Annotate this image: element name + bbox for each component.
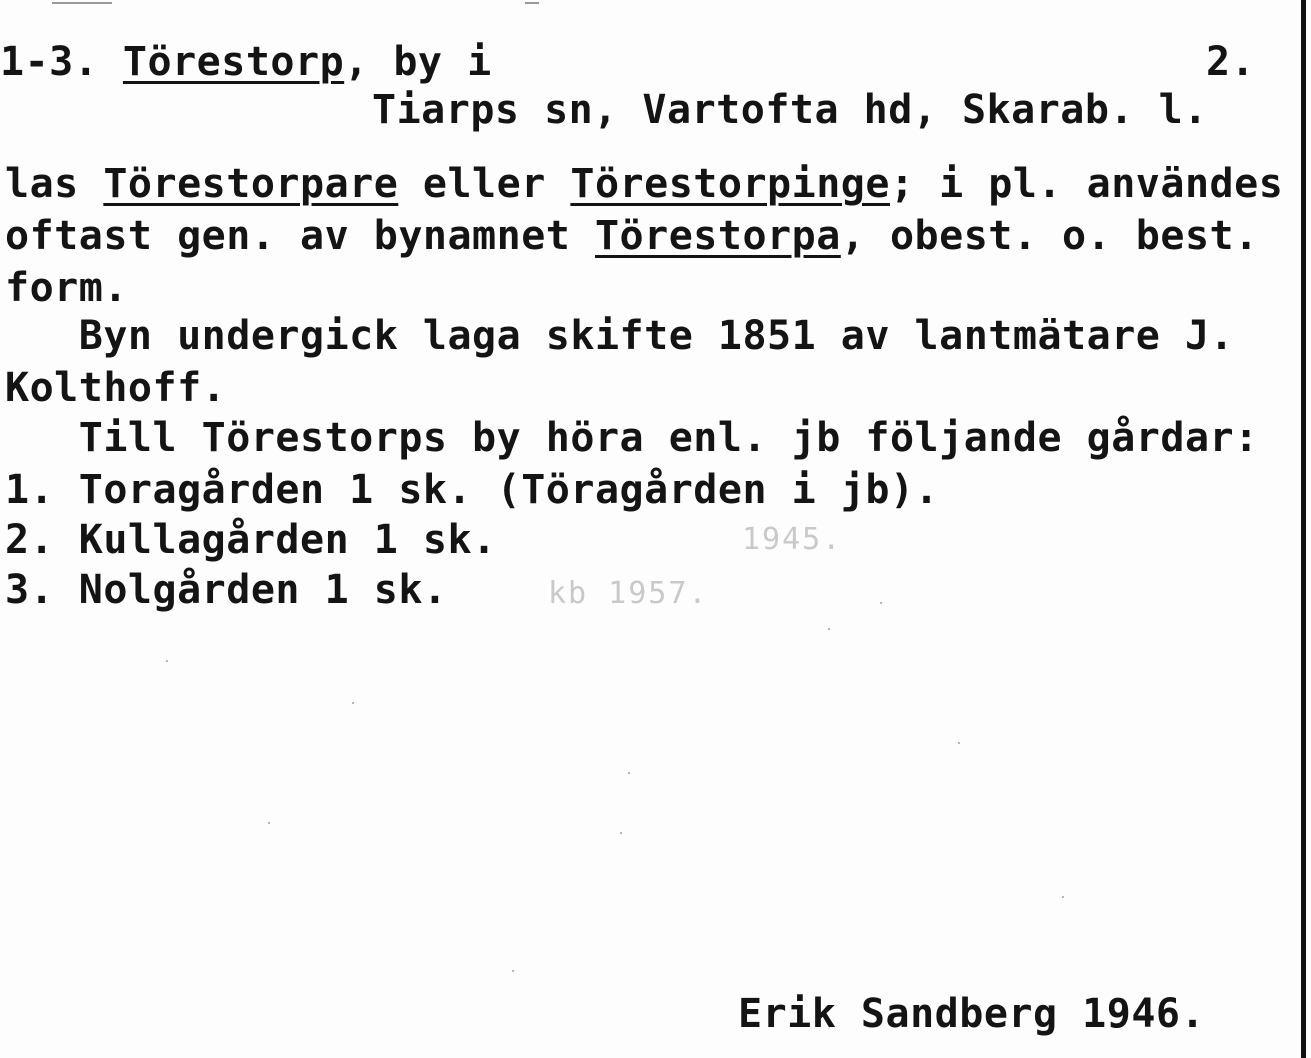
entry-number: 1-3. (0, 39, 99, 85)
scan-speck (628, 772, 630, 774)
scan-speck (1062, 896, 1064, 898)
body-line-6: Till Törestorps by höra enl. jb följande gårdar: (5, 415, 1259, 461)
farm-item: 2. Kullagården 1 sk. (5, 517, 497, 563)
scan-speck (620, 832, 622, 834)
card-right-edge (1301, 0, 1306, 1058)
form-torestorpare: Törestorpare (103, 161, 399, 207)
top-edge-mark (525, 2, 539, 4)
scan-speck (166, 660, 168, 662)
place-name: Törestorp (122, 39, 345, 85)
top-edge-mark (52, 2, 112, 4)
body-line-1: las Törestorpare eller Törestorpinge; i pl. användes (5, 161, 1284, 207)
faint-annotation: 1945. (742, 522, 843, 557)
scan-speck (352, 702, 354, 704)
scan-speck (512, 970, 514, 972)
location-line: Tiarps sn, Vartofta hd, Skarab. l. (372, 87, 1208, 133)
farm-item: 1. Toragården 1 sk. (Töragården i jb). (5, 467, 940, 513)
scan-speck (958, 742, 960, 744)
scan-speck (880, 602, 882, 604)
form-torestorpinge: Törestorpinge (570, 161, 890, 207)
farm-item: 3. Nolgården 1 sk. (5, 567, 448, 613)
body-line-2: oftast gen. av bynamnet Törestorpa, obest. o. best. (5, 213, 1259, 259)
page-number: 2. (1206, 39, 1256, 85)
signature: Erik Sandberg 1946. (738, 991, 1206, 1037)
scan-speck (828, 628, 830, 630)
body-line-4: Byn undergick laga skifte 1851 av lantmätare J. (5, 313, 1235, 359)
body-line-3: form. (5, 265, 128, 311)
faint-annotation: kb 1957. (548, 576, 709, 611)
form-torestorpa: Törestorpa (594, 213, 841, 259)
body-line-5: Kolthoff. (5, 365, 227, 411)
heading-suffix: , by i (344, 39, 492, 85)
scan-speck (268, 822, 270, 824)
card-heading (0, 38, 492, 86)
